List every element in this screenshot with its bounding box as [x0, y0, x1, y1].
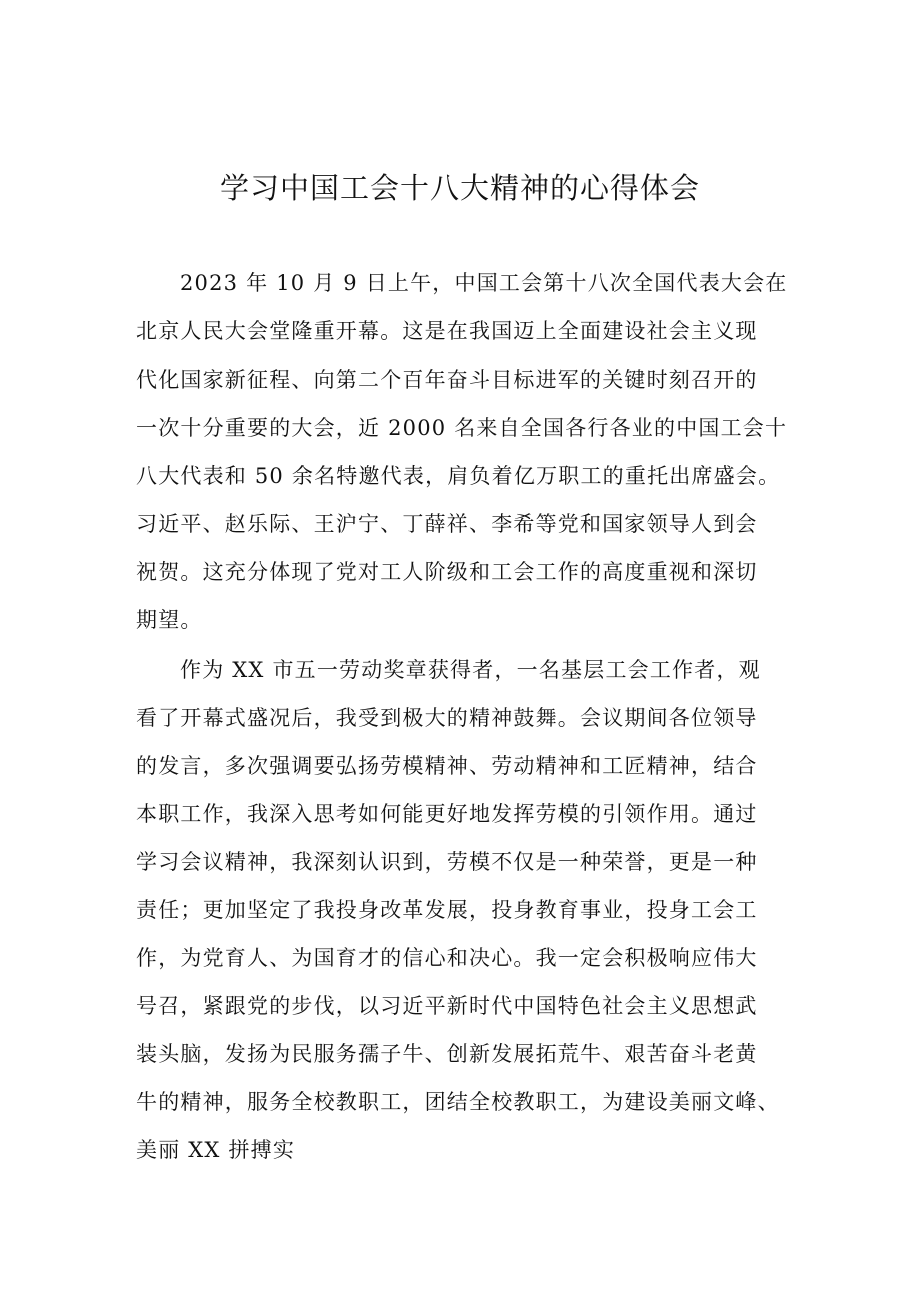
paragraph-2-line-10: 牛的精神，服务全校教职工，团结全校教职工，为建设美丽文峰、	[136, 1090, 780, 1114]
paragraph-2-line-11: 美丽 XX 拼搏实	[136, 1138, 296, 1162]
paragraph-2-line-7: 作，为党育人、为国育才的信心和决心。我一定会积极响应伟大	[136, 946, 758, 970]
paragraph-1-line-1: 2023 年 10 月 9 日上午，中国工会第十八次全国代表大会在	[180, 271, 788, 295]
paragraph-1-line-5: 八大代表和 50 余名特邀代表，肩负着亿万职工的重托出席盛会。	[136, 464, 781, 488]
paragraph-2-line-9: 装头脑，发扬为民服务孺子牛、创新发展拓荒牛、艰苦奋斗老黄	[136, 1042, 758, 1066]
paragraph-2-line-4: 本职工作，我深入思考如何能更好地发挥劳模的引领作用。通过	[136, 802, 758, 826]
paragraph-2-line-3: 的发言，多次强调要弘扬劳模精神、劳动精神和工匠精神，结合	[136, 754, 758, 778]
paragraph-2-line-5: 学习会议精神，我深刻认识到，劳模不仅是一种荣誉，更是一种	[136, 850, 758, 874]
paragraph-2-line-1: 作为 XX 市五一劳动奖章获得者，一名基层工会工作者，观	[180, 658, 761, 682]
paragraph-1-line-7: 祝贺。这充分体现了党对工人阶级和工会工作的高度重视和深切	[136, 560, 758, 584]
paragraph-2-line-6: 责任；更加坚定了我投身改革发展，投身教育事业，投身工会工	[136, 898, 758, 922]
paragraph-1-line-2: 北京人民大会堂隆重开幕。这是在我国迈上全面建设社会主义现	[136, 319, 758, 343]
paragraph-1-line-6: 习近平、赵乐际、王沪宁、丁薛祥、李希等党和国家领导人到会	[136, 512, 758, 536]
paragraph-1-line-4: 一次十分重要的大会，近 2000 名来自全国各行各业的中国工会十	[136, 416, 788, 440]
paragraph-2-line-8: 号召，紧跟党的步伐，以习近平新时代中国特色社会主义思想武	[136, 994, 758, 1018]
paragraph-2-line-2: 看了开幕式盛况后，我受到极大的精神鼓舞。会议期间各位领导	[136, 706, 758, 730]
paragraph-1-line-8: 期望。	[136, 608, 203, 632]
paragraph-1-line-3: 代化国家新征程、向第二个百年奋斗目标进军的关键时刻召开的	[136, 368, 758, 392]
document-title: 学习中国工会十八大精神的心得体会	[219, 171, 700, 205]
